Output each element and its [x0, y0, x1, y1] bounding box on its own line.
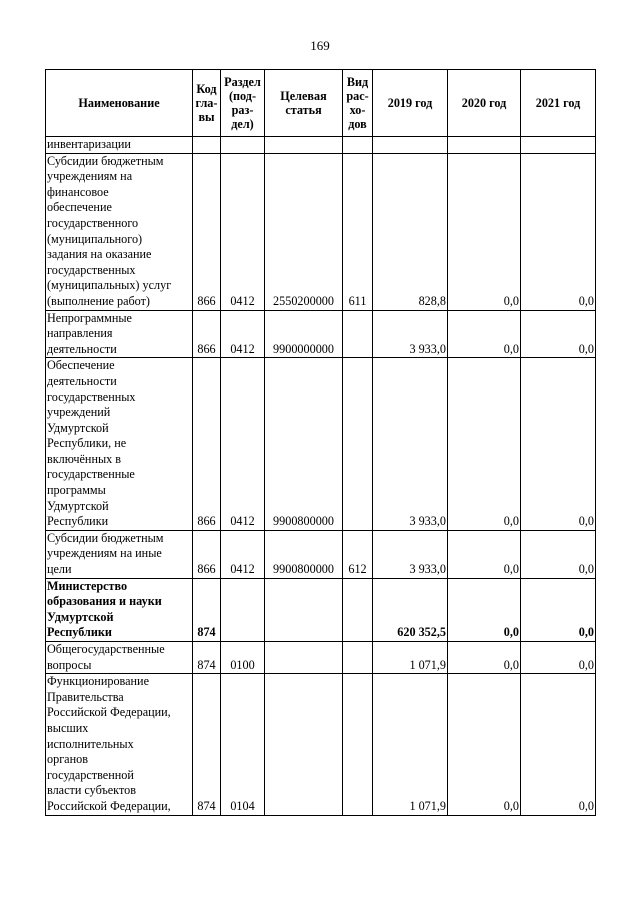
row-2020: 0,0	[448, 153, 521, 310]
row-2021: 0,0	[521, 674, 596, 815]
row-section: 0412	[221, 530, 265, 578]
row-2020: 0,0	[448, 358, 521, 531]
header-name: Наименование	[46, 70, 193, 137]
row-section: 0100	[221, 642, 265, 674]
row-2021: 0,0	[521, 530, 596, 578]
row-code: 866	[193, 310, 221, 358]
row-target	[265, 642, 343, 674]
header-row	[46, 70, 596, 137]
table-row	[46, 153, 596, 310]
row-2020: 0,0	[448, 530, 521, 578]
row-type	[343, 310, 373, 358]
row-target	[265, 137, 343, 154]
row-2021: 0,0	[521, 310, 596, 358]
row-code: 866	[193, 153, 221, 310]
row-2021: 0,0	[521, 153, 596, 310]
row-section: 0412	[221, 153, 265, 310]
row-2020	[448, 137, 521, 154]
row-name: Обеспечение деятельности государственных учреждений Удмуртской Республики, не включённых в государственные программы Удмуртской Республики	[46, 358, 193, 531]
table-row	[46, 578, 596, 641]
row-2019: 3 933,0	[373, 530, 448, 578]
table-row	[46, 530, 596, 578]
row-section	[221, 137, 265, 154]
table-row	[46, 674, 596, 815]
row-target	[265, 674, 343, 815]
row-2020: 0,0	[448, 642, 521, 674]
row-code: 874	[193, 674, 221, 815]
page-number: 169	[310, 38, 330, 53]
row-name: Министерство образования и науки Удмуртской Республики	[46, 578, 193, 641]
row-2020: 0,0	[448, 578, 521, 641]
row-type: 612	[343, 530, 373, 578]
row-2020: 0,0	[448, 310, 521, 358]
row-code: 874	[193, 642, 221, 674]
table-row	[46, 358, 596, 531]
table-row	[46, 310, 596, 358]
row-name: инвентаризации	[46, 137, 193, 154]
header-section: Раздел (под- раз- дел)	[221, 70, 265, 137]
row-2019: 620 352,5	[373, 578, 448, 641]
row-code: 866	[193, 530, 221, 578]
row-2019: 828,8	[373, 153, 448, 310]
header-2020: 2020 год	[448, 70, 521, 137]
row-name: Субсидии бюджетным учреждениям на иные цели	[46, 530, 193, 578]
table-row	[46, 137, 596, 154]
row-2019: 1 071,9	[373, 674, 448, 815]
row-code	[193, 137, 221, 154]
row-section: 0412	[221, 310, 265, 358]
header-code: Код гла- вы	[193, 70, 221, 137]
row-name: Непрограммные направления деятельности	[46, 310, 193, 358]
row-target: 9900000000	[265, 310, 343, 358]
row-type: 611	[343, 153, 373, 310]
row-2019: 3 933,0	[373, 310, 448, 358]
row-type	[343, 137, 373, 154]
row-code: 866	[193, 358, 221, 531]
row-section: 0412	[221, 358, 265, 531]
row-type	[343, 642, 373, 674]
row-type	[343, 358, 373, 531]
row-2019: 1 071,9	[373, 642, 448, 674]
row-name: Общегосударственные вопросы	[46, 642, 193, 674]
row-target: 2550200000	[265, 153, 343, 310]
row-2019	[373, 137, 448, 154]
row-section: 0104	[221, 674, 265, 815]
row-type	[343, 674, 373, 815]
row-2021: 0,0	[521, 642, 596, 674]
row-target: 9900800000	[265, 530, 343, 578]
table-row	[46, 642, 596, 674]
row-2021	[521, 137, 596, 154]
header-2021: 2021 год	[521, 70, 596, 137]
row-2019: 3 933,0	[373, 358, 448, 531]
row-type	[343, 578, 373, 641]
row-code: 874	[193, 578, 221, 641]
header-2019: 2019 год	[373, 70, 448, 137]
row-section	[221, 578, 265, 641]
row-name: Функционирование Правительства Российской Федерации, высших исполнительных органов государственной власти субъектов Российской Федерации,	[46, 674, 193, 815]
header-type: Вид рас- хо- дов	[343, 70, 373, 137]
row-target: 9900800000	[265, 358, 343, 531]
budget-table	[45, 69, 596, 816]
row-2020: 0,0	[448, 674, 521, 815]
row-target	[265, 578, 343, 641]
row-name: Субсидии бюджетным учреждениям на финансовое обеспечение государственного (муниципального) задания на оказание государственных (муниципальных) услуг (выполнение работ)	[46, 153, 193, 310]
header-target: Целевая статья	[265, 70, 343, 137]
row-2021: 0,0	[521, 358, 596, 531]
row-2021: 0,0	[521, 578, 596, 641]
